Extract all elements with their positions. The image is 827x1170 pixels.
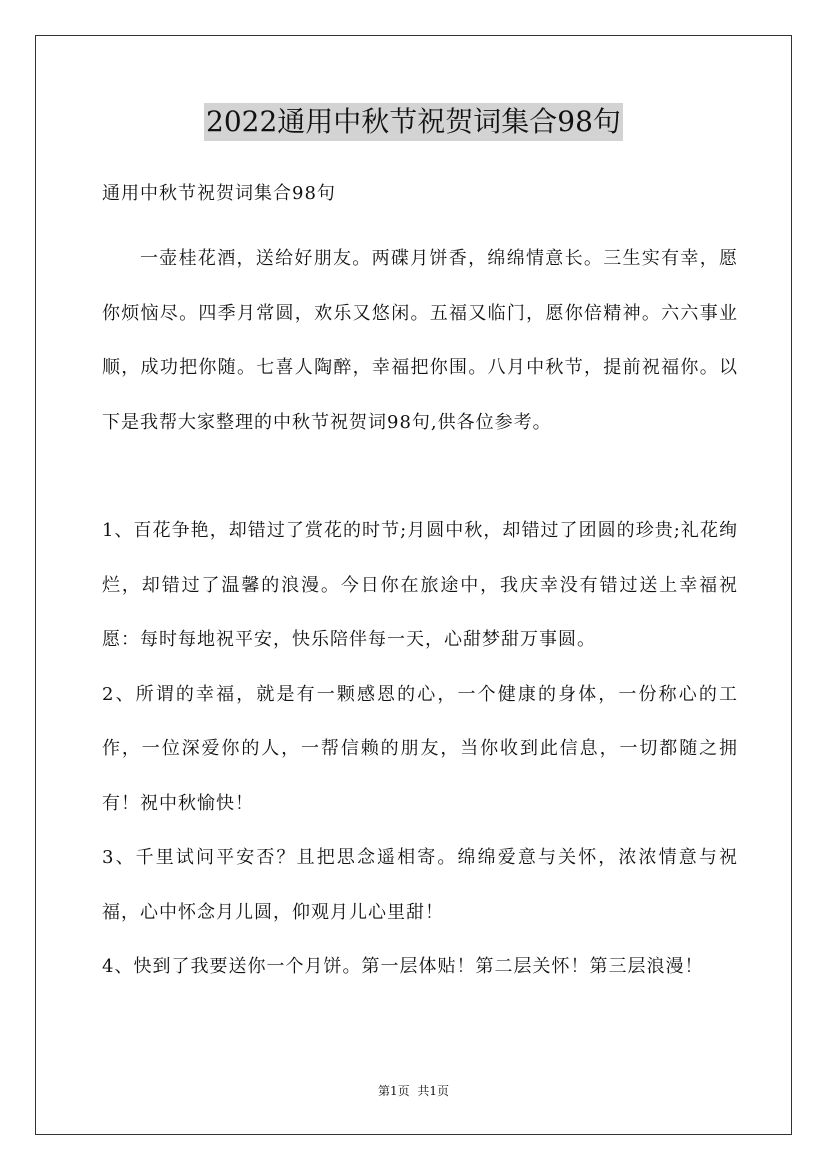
list-item: 3、千里试问平安否？且把思念遥相寄。绵绵爱意与关怀，浓浓情意与祝福，心中怀念月儿圆，仰观月儿心里甜！ xyxy=(102,847,738,923)
title-container xyxy=(0,103,827,141)
page-total: 共1页 xyxy=(417,1084,450,1098)
document-body xyxy=(102,178,738,995)
document-subtitle: 通用中秋节祝贺词集合98句 xyxy=(102,183,336,204)
paragraph-gap xyxy=(102,450,738,504)
list-item: 1、百花争艳，却错过了赏花的时节;月圆中秋，却错过了团圆的珍贵;礼花绚烂，却错过了温馨的浪漫。今日你在旅途中，我庆幸没有错过送上幸福祝愿：每时每地祝平安，快乐陪伴每一天，心甜梦甜万事圆。 xyxy=(102,520,738,650)
list-item: 2、所谓的幸福，就是有一颗感恩的心，一个健康的身体，一份称心的工作，一位深爱你的人，一帮信赖的朋友，当你收到此信息，一切都随之拥有！祝中秋愉快！ xyxy=(102,683,738,814)
list-item: 4、快到了我要送你一个月饼。第一层体贴！第二层关怀！第三层浪漫！ xyxy=(102,956,704,977)
page-footer xyxy=(0,1083,827,1099)
page-number: 第1页 xyxy=(377,1084,410,1098)
document-title: 2022通用中秋节祝贺词集合98句 xyxy=(204,103,623,141)
intro-paragraph: 一壶桂花酒，送给好朋友。两碟月饼香，绵绵情意长。三生实有幸，愿你烦恼尽。四季月常圆，欢乐又悠闲。五福又临门，愿你倍精神。六六事业顺，成功把你随。七喜人陶醉，幸福把你围。八月中秋节，提前祝福你。以下是我帮大家整理的中秋节祝贺词98句,供各位参考。 xyxy=(102,248,738,433)
